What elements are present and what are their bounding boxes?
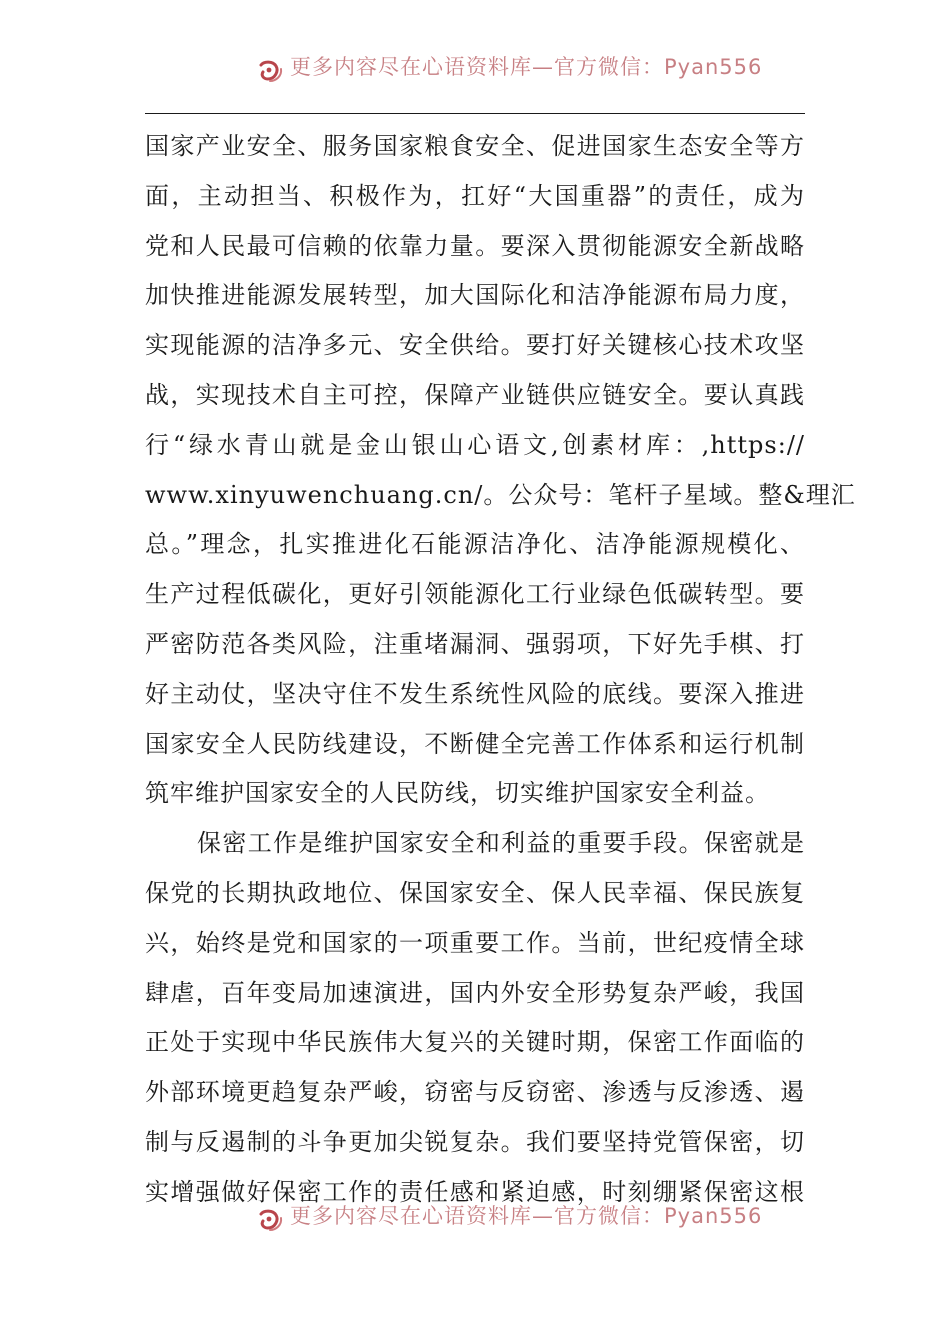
- document-body: [145, 122, 856, 1218]
- header-watermark: [258, 56, 762, 86]
- text-line: 实现能源的洁净多元、安全供给。要打好关键核心技术攻坚: [145, 331, 805, 360]
- text-line: 党和人民最可信赖的依靠力量。要深入贯彻能源安全新战略: [145, 231, 805, 260]
- text-line: 加快推进能源发展转型，加大国际化和洁净能源布局力度，: [145, 281, 805, 310]
- text-line: 国家安全人民防线建设，不断健全完善工作体系和运行机制: [145, 729, 805, 758]
- header-divider: [145, 113, 805, 114]
- paragraph-2: [145, 819, 805, 1217]
- swirl-logo-icon: [258, 58, 284, 84]
- text-line: 兴，始终是党和国家的一项重要工作。当前，世纪疫情全球: [145, 928, 805, 957]
- text-line: 外部环境更趋复杂严峻，窃密与反窃密、渗透与反渗透、遏: [145, 1078, 805, 1107]
- text-line: 面，主动担当、积极作为，扛好“大国重器”的责任，成为: [145, 181, 805, 210]
- swirl-logo-icon: [258, 1207, 284, 1233]
- paragraph-1: [145, 122, 856, 819]
- watermark-text: 更多内容尽在心语资料库—官方微信：Pyan556: [290, 1205, 763, 1228]
- text-line: 行“绿水青山就是金山银山心语文,创素材库：,https://: [145, 430, 805, 459]
- text-line: 实增强做好保密工作的责任感和紧迫感，时刻绷紧保密这根: [145, 1177, 805, 1206]
- text-line: 严密防范各类风险，注重堵漏洞、强弱项，下好先手棋、打: [145, 629, 805, 658]
- text-line: 肆虐，百年变局加速演进，国内外安全形势复杂严峻，我国: [145, 978, 805, 1007]
- text-line: 总。”理念，扎实推进化石能源洁净化、洁净能源规模化、: [145, 530, 805, 559]
- text-line: 制与反遏制的斗争更加尖锐复杂。我们要坚持党管保密，切: [145, 1127, 805, 1156]
- text-line: 生产过程低碳化，更好引领能源化工行业绿色低碳转型。要: [145, 580, 805, 609]
- text-line: www.xinyuwenchuang.cn/。公众号：笔杆子星域。整&理汇: [145, 480, 856, 509]
- text-line: 保党的长期执政地位、保国家安全、保人民幸福、保民族复: [145, 878, 805, 907]
- text-line: 筑牢维护国家安全的人民防线，切实维护国家安全利益。: [145, 779, 770, 808]
- watermark-text: 更多内容尽在心语资料库—官方微信：Pyan556: [290, 56, 763, 79]
- text-line: 国家产业安全、服务国家粮食安全、促进国家生态安全等方: [145, 132, 805, 160]
- text-line: 保密工作是维护国家安全和利益的重要手段。保密就是: [197, 829, 805, 858]
- footer-watermark: [258, 1205, 762, 1235]
- text-line: 正处于实现中华民族伟大复兴的关键时期，保密工作面临的: [145, 1028, 805, 1057]
- text-line: 好主动仗，坚决守住不发生系统性风险的底线。要深入推进: [145, 679, 805, 708]
- text-line: 战，实现技术自主可控，保障产业链供应链安全。要认真践: [145, 380, 805, 409]
